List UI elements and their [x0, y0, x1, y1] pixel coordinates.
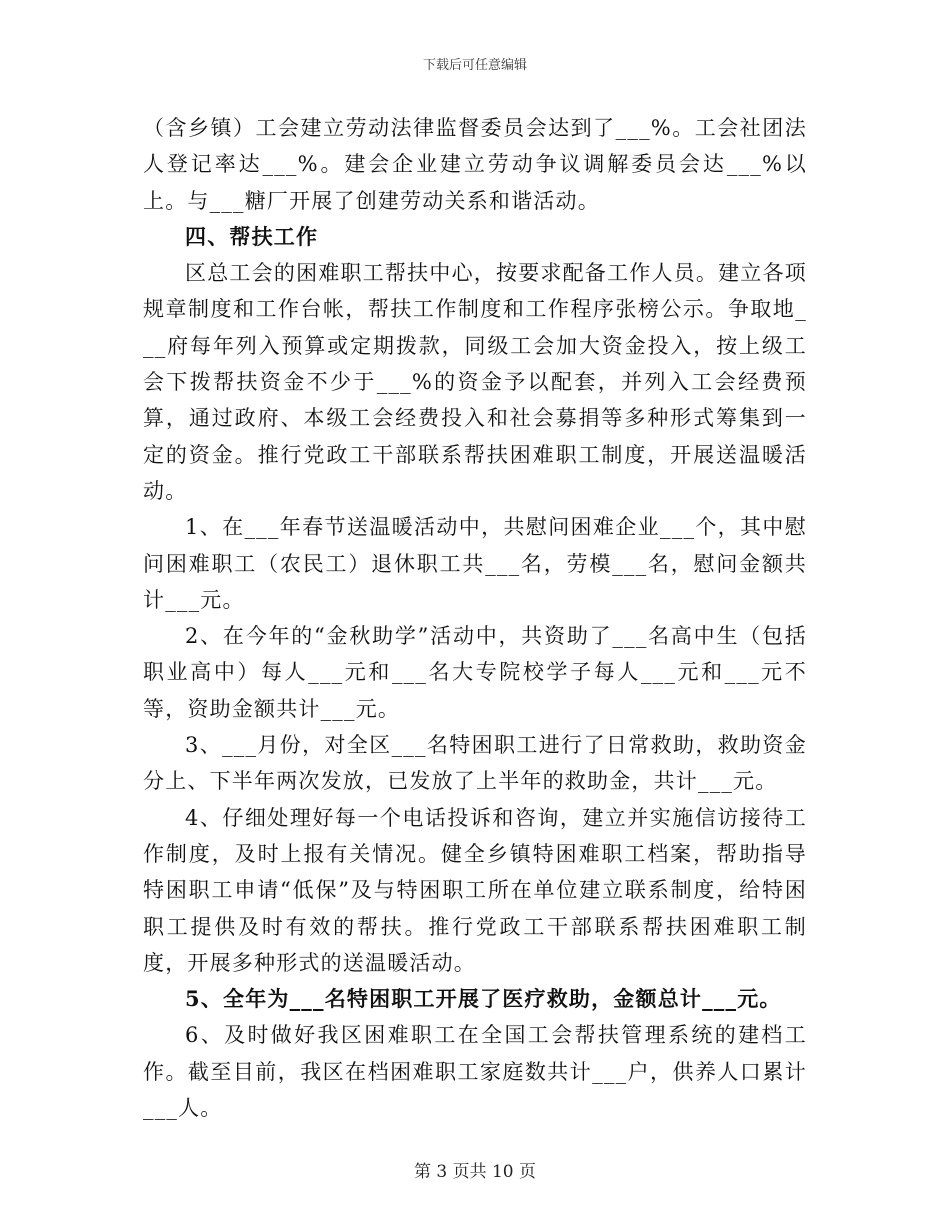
paragraph-item-4-complaints: 4、仔细处理好每一个电话投诉和咨询，建立并实施信访接待工作制度，及时上报有关情况。健全乡镇特困难职工档案，帮助指导特困职工申请“低保”及与特困职工所在单位建立联系制度，给特困职工提供及时有效的帮扶。推行党政工干部联系帮扶困难职工制度，开展多种形式的送温暖活动。 [143, 805, 807, 975]
paragraph-assistance-center: 区总工会的困难职工帮扶中心，按要求配备工作人员。建立各项规章制度和工作台帐，帮扶工作制度和工作程序张榜公示。争取地___府每年列入预算或定期拨款，同级工会加大资金投入，按上级工会下拨帮扶资金不少于___%的资金予以配套，并列入工会经费预算，通过政府、本级工会经费投入和社会募捐等多种形式筹集到一定的资金。推行党政工干部联系帮扶困难职工制度，开展送温暖活动。 [143, 261, 807, 503]
paragraph-item-6-archives: 6、及时做好我区困难职工在全国工会帮扶管理系统的建档工作。截至目前，我区在档困难职工家庭数共计___户，供养人口累计___人。 [143, 1023, 807, 1121]
document-body [143, 110, 807, 1126]
page-header: 下载后可任意编辑 [422, 58, 527, 73]
section-heading-assistance-work: 四、帮扶工作 [185, 223, 319, 249]
paragraph-item-5-medical-relief: 5、全年为___名特困职工开展了医疗救助，金额总计___元。 [185, 986, 782, 1012]
page-footer: 第 3 页共 10 页 [413, 1162, 537, 1182]
paragraph-labor-supervision: （含乡镇）工会建立劳动法律监督委员会达到了___%。工会社团法人登记率达___%。建会企业建立劳动争议调解委员会达___%以上。与___糖厂开展了创建劳动关系和谐活动。 [143, 116, 807, 213]
paragraph-item-3-daily-relief: 3、___月份，对全区___名特困职工进行了日常救助，救助资金分上、下半年两次发放，已发放了上半年的救助金，共计___元。 [143, 733, 807, 794]
paragraph-item-1-spring-festival: 1、在___年春节送温暖活动中，共慰问困难企业___个，其中慰问困难职工（农民工）退休职工共___名，劳模___名，慰问金额共计___元。 [143, 515, 807, 612]
paragraph-item-2-golden-autumn: 2、在今年的“金秋助学”活动中，共资助了___名高中生（包括职业高中）每人___元和___名大专院校学子每人___元和___元不等，资助金额共计___元。 [143, 624, 807, 721]
